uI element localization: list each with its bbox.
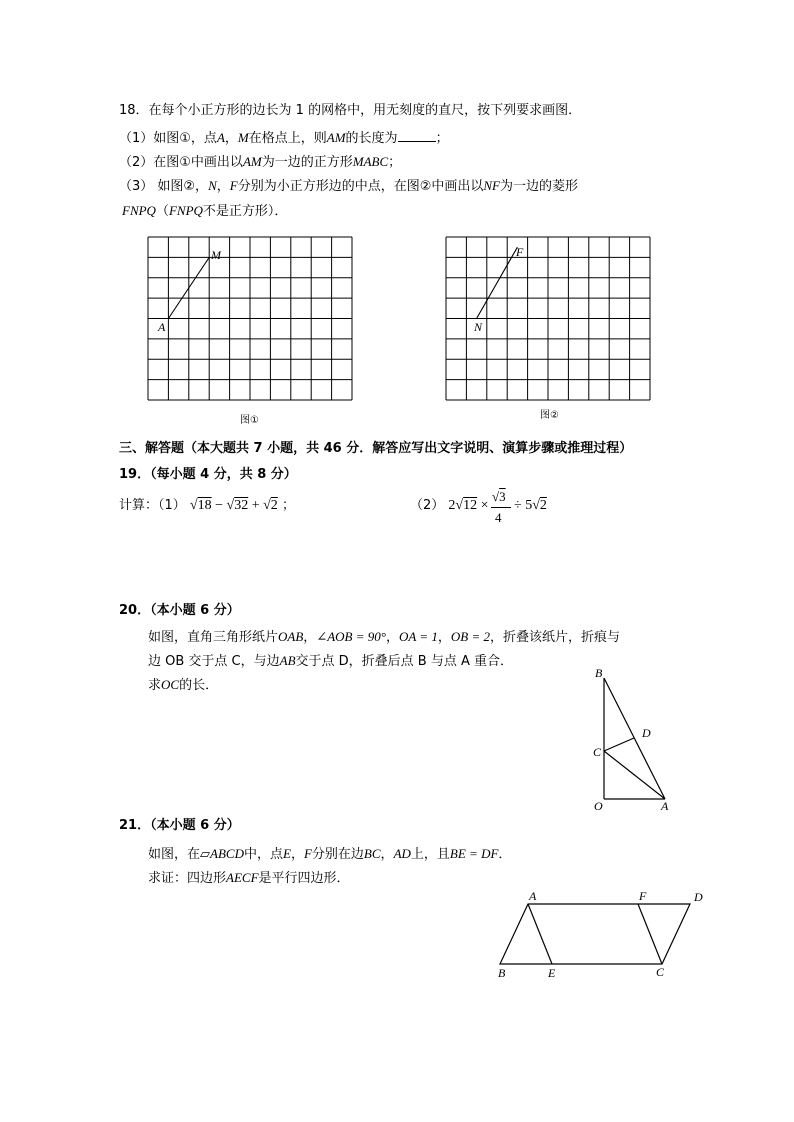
q18-part3-prefix: （3） 如图②，: [119, 179, 209, 194]
q20-line3: [148, 676, 218, 695]
fig2-caption: 图②: [540, 410, 559, 421]
q18-part1-end: ；: [435, 131, 449, 146]
q20-l1-b: ，: [303, 630, 317, 645]
q21-comma: ，: [380, 847, 394, 862]
q21-aecf: AECF: [226, 870, 259, 885]
q19-r3: 2: [270, 498, 278, 513]
q18-part2-prefix: （2）在图①中画出以: [119, 155, 243, 170]
q21-l1-c: ，: [290, 847, 304, 862]
section3-title: 三、解答题（本大题共 7 小题，共 46 分．解答应写出文字说明、演算步骤或推理过程）: [119, 441, 633, 456]
q20-l1-c: ，: [385, 630, 399, 645]
q18-part2-mid: 为一边的正方形: [261, 155, 353, 170]
q20-line1: [148, 628, 620, 647]
q18-fnpq: FNPQ: [122, 203, 156, 218]
q21-f: F: [303, 846, 312, 861]
parallelogram-figure: [490, 895, 705, 975]
q20-l2-a: 边 OB 交于点 C，与边: [148, 654, 280, 669]
q20-oab: OAB: [278, 629, 304, 644]
q21-l1-a: 如图，在: [148, 847, 201, 862]
fold-line-cd: [604, 738, 634, 751]
triangle-side-ab: [604, 678, 665, 799]
q19-title: 19．（每小题 4 分，共 8 分）: [119, 467, 297, 482]
q19-plus: +: [251, 498, 260, 513]
q21-line1: [148, 845, 511, 864]
q21-line2: [148, 869, 350, 888]
q20-oc: OC: [161, 677, 180, 692]
segment: [477, 247, 518, 318]
q19-c1: 2: [448, 498, 456, 513]
q20-angle: ∠AOB = 90°: [316, 629, 386, 644]
q18-part2-end: ；: [388, 155, 402, 170]
q19-minus: −: [215, 498, 224, 513]
q21-l1-end: ．: [498, 847, 512, 862]
q18-part1-am: AM: [326, 130, 346, 145]
q19-expr2: 2√12 ×: [448, 498, 489, 513]
q19-part1: [119, 497, 295, 515]
q20-oa: OA = 1: [398, 629, 438, 644]
q19-r2: 32: [234, 498, 249, 513]
q19-frac-den: 4: [495, 510, 502, 525]
q18-title: 18．在每个小正方形的边长为 1 的网格中，用无刻度的直尺，按下列要求画图．: [119, 103, 582, 118]
q18-part3-nf: NF: [483, 178, 500, 193]
q19-part2-label: （2）: [410, 498, 445, 513]
q21-parallelogram: ▱ABCD: [200, 846, 244, 861]
q20-l1-a: 如图，直角三角形纸片: [148, 630, 279, 645]
q19-prefix: 计算：（1）: [119, 498, 186, 513]
par-label-a: A: [529, 889, 537, 903]
q21-l2-b: 是平行四边形．: [258, 871, 350, 886]
tri-label-d: D: [642, 726, 651, 740]
q18-part3: [119, 177, 578, 196]
q18-part3-line2: [122, 202, 287, 221]
answer-blank[interactable]: [398, 129, 436, 142]
q18-fnpq-2: FNPQ: [168, 203, 203, 218]
q20-l1-d: ，: [437, 630, 451, 645]
q18-part1-prefix: （1）如图①，点: [119, 131, 217, 146]
q19-c2: 5: [525, 498, 533, 513]
par-label-e: E: [548, 966, 556, 980]
q19-frac-num-val: 3: [499, 489, 506, 504]
q18-part3-mid: 分别为小正方形边的中点，在图②中画出以: [237, 179, 484, 194]
grid-figure-1: [148, 237, 353, 402]
q20-line2: [148, 652, 513, 671]
par-label-f: F: [639, 889, 647, 903]
fig1-caption: 图①: [240, 415, 259, 426]
q20-title: 20．（本小题 6 分）: [119, 603, 240, 618]
q18-part3-end: 不是正方形）．: [202, 204, 288, 219]
segment-ca: [604, 751, 665, 799]
q18-part1-m: M: [237, 130, 249, 145]
q21-bc: BC: [363, 846, 381, 861]
segment-fc: [638, 904, 662, 964]
q18-part3-n: N: [208, 178, 217, 193]
q21-l1-up: 上，且: [410, 847, 450, 862]
q20-ab: AB: [279, 653, 296, 668]
par-label-c: C: [656, 965, 665, 979]
q20-l3-b: 的长．: [179, 678, 219, 693]
q20-l1-e: ，折叠该纸片，折痕与: [489, 630, 620, 645]
fig2-label-f: F: [516, 245, 524, 259]
q18-part1-suffix: 的长度为: [345, 131, 398, 146]
q21-l1-d: 分别在边: [311, 847, 364, 862]
q18-part1-mid: 在格点上，则: [248, 131, 327, 146]
tri-label-a: A: [661, 799, 669, 813]
parallelogram-abcd: [500, 904, 690, 964]
q19-frac-num: √3: [492, 489, 506, 504]
par-label-b: B: [498, 966, 506, 980]
q19-expr2-tail: ÷ 5√2: [514, 498, 547, 513]
q21-title: 21．（本小题 6 分）: [119, 818, 240, 833]
tri-label-c: C: [593, 745, 602, 759]
q18-part2: [119, 153, 401, 172]
q18-part1-sep: ，: [224, 131, 238, 146]
fig2-label-n: N: [474, 320, 483, 334]
q19-part2: [410, 497, 489, 515]
q21-ad: AD: [393, 846, 411, 861]
q19-r2-2: 2: [539, 498, 547, 513]
q18-part2-am: AM: [242, 154, 262, 169]
tri-label-o: O: [594, 799, 603, 813]
q21-e: E: [282, 846, 291, 861]
q19-r2-1: 12: [463, 498, 478, 513]
q19-r1: 18: [197, 498, 212, 513]
tri-label-b: B: [595, 666, 603, 680]
q21-eq: BE = DF: [449, 846, 499, 861]
q19-div: ÷: [514, 498, 522, 513]
segment-ae: [528, 904, 552, 964]
q18-part2-mabc: MABC: [352, 154, 389, 169]
q18-part1-a: A: [216, 130, 225, 145]
q20-ob: OB = 2: [450, 629, 490, 644]
q20-l3-a: 求: [148, 678, 162, 693]
fig1-label-a: A: [158, 320, 166, 334]
q18-open-paren: （: [155, 204, 169, 219]
q20-l2-b: 交于点 D，折叠后点 B 与点 A 重合．: [295, 654, 514, 669]
triangle-figure: [590, 660, 680, 815]
q19-expr1: √18 − √32 + √2: [189, 498, 278, 513]
q21-l1-b: 中，点: [243, 847, 283, 862]
par-label-d: D: [694, 890, 703, 904]
q18-part3-suffix: 为一边的菱形: [499, 179, 578, 194]
q19-frac-bar: [491, 507, 511, 508]
q19-end: ；: [281, 498, 295, 513]
fig1-label-m: M: [211, 248, 221, 262]
q18-part3-sep: ，: [216, 179, 230, 194]
q21-l2-a: 求证：四边形: [148, 871, 227, 886]
q18-part1: [119, 129, 449, 148]
q19-times: ×: [480, 498, 489, 513]
q18-part3-f: F: [229, 178, 238, 193]
